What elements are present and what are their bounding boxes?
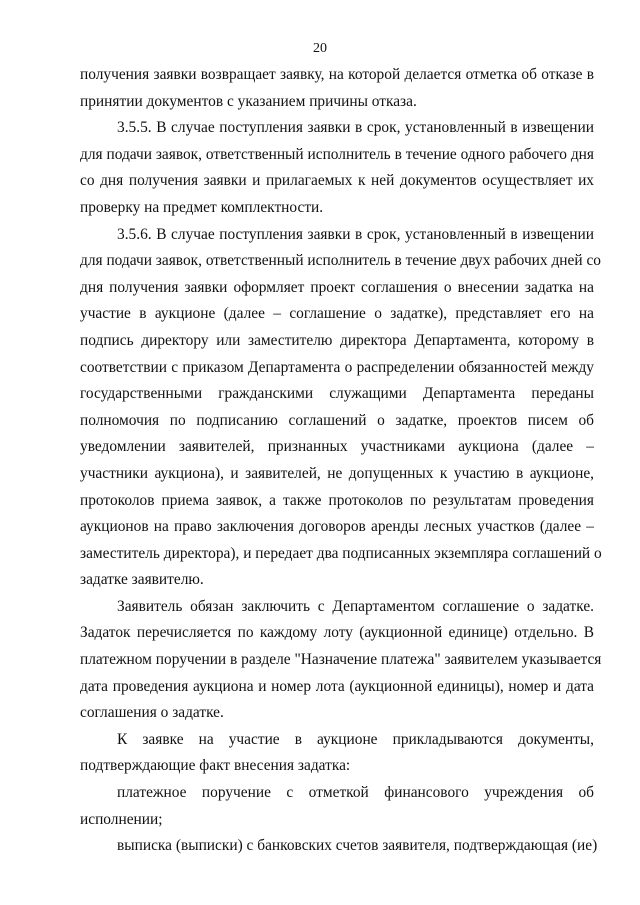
text-line: принятии документов с указанием причины отказа. xyxy=(80,92,417,110)
text-line: соответствии с приказом Департамента о распределении обязанностей между xyxy=(80,358,594,376)
text-line: участники аукциона), и заявителей, не допущенных к участию в аукционе, xyxy=(80,464,594,482)
text-line: платежном поручении в разделе "Назначение платежа" заявителем указывается xyxy=(80,651,602,669)
page-number: 20 xyxy=(313,41,327,56)
text-line: заместитель директора), и передает два подписанных экземпляра соглашений о xyxy=(80,544,602,562)
text-line: задатке заявителю. xyxy=(80,571,204,589)
text-line: дня получения заявки оформляет проект соглашения о внесении задатка на xyxy=(80,278,594,296)
text-line: Задаток перечисляется по каждому лоту (аукционной единице) отдельно. В xyxy=(80,624,594,642)
text-line: уведомлении заявителей, признанных участниками аукциона (далее – xyxy=(80,438,594,456)
text-line: получения заявки возвращает заявку, на которой делается отметка об отказе в xyxy=(80,66,594,83)
text-line: со дня получения заявки и прилагаемых к ней документов осуществляет их xyxy=(80,172,594,190)
text-line: для подачи заявок, ответственный исполнитель в течение одного рабочего дня xyxy=(80,145,594,163)
text-line: соглашения о задатке. xyxy=(80,704,224,722)
text-line: 3.5.6. В случае поступления заявки в срок, установленный в извещении xyxy=(117,225,594,243)
text-line: дата проведения аукциона и номер лота (аукционной единицы), номер и дата xyxy=(80,677,594,695)
text-line: подтверждающие факт внесения задатка: xyxy=(80,757,351,775)
text-line: выписка (выписки) с банковских счетов заявителя, подтверждающая (ие) xyxy=(117,837,598,855)
text-line: проверку на предмет комплектности. xyxy=(80,198,324,216)
text-line: платежное поручение с отметкой финансового учреждения об xyxy=(117,784,594,802)
text-line: Заявитель обязан заключить с Департаментом соглашение о задатке. xyxy=(117,597,594,615)
text-line: исполнении; xyxy=(80,810,163,828)
text-line: подпись директору или заместителю директора Департамента, которому в xyxy=(80,331,594,349)
text-line: К заявке на участие в аукционе прикладываются документы, xyxy=(117,730,594,748)
text-line: государственными гражданскими служащими Департамента переданы xyxy=(80,385,594,403)
text-line: аукционов на право заключения договоров аренды лесных участков (далее – xyxy=(80,518,594,536)
document-body xyxy=(80,62,602,860)
text-line: 3.5.5. В случае поступления заявки в срок, установленный в извещении xyxy=(117,119,594,137)
text-line: участие в аукционе (далее – соглашение о задатке), представляет его на xyxy=(80,305,594,323)
text-line: для подачи заявок, ответственный исполнитель в течение двух рабочих дней со xyxy=(80,252,601,270)
text-line: протоколов приема заявок, а также протоколов по результатам проведения xyxy=(80,491,594,509)
text-line: полномочия по подписанию соглашений о задатке, проектов писем об xyxy=(80,411,594,429)
